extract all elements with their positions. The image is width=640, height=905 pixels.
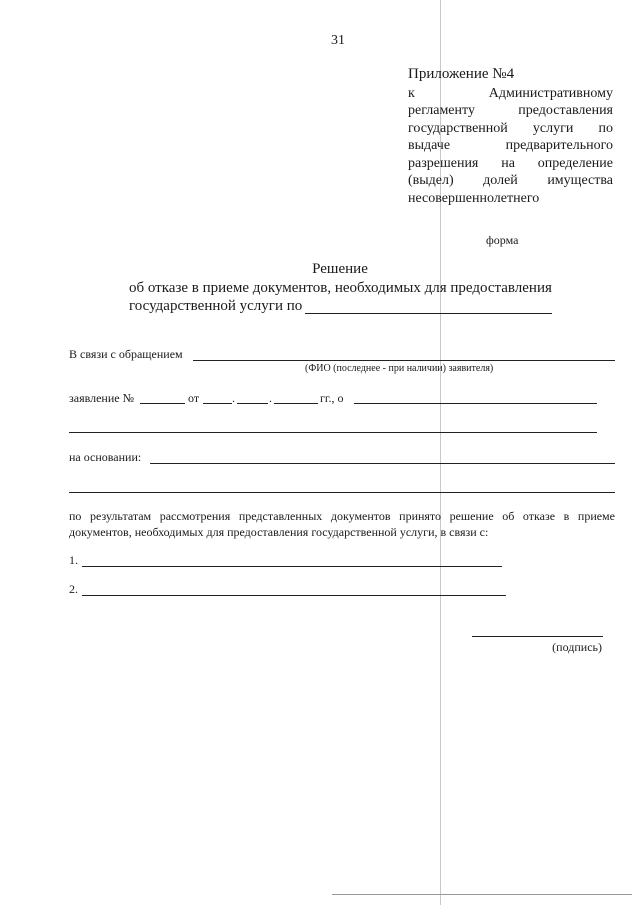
- signature-blank: [472, 636, 603, 637]
- paragraph-word: в: [563, 509, 570, 523]
- paragraph-word: рассмотрения: [159, 509, 231, 523]
- appendix-word: к: [408, 85, 415, 101]
- appendix-word: регламенту: [408, 103, 475, 118]
- appendix-word: услуги: [532, 120, 574, 136]
- paragraph-word: приеме: [577, 509, 615, 523]
- reason-2-label: 2.: [69, 582, 78, 596]
- appendix-word: разрешения: [408, 155, 479, 171]
- document-subtitle-line1: об отказе в приеме документов, необходимых для предоставления: [129, 280, 552, 296]
- fio-caption: (ФИО (последнее - при наличии) заявителя): [305, 363, 494, 374]
- paragraph-word: документов: [330, 509, 391, 523]
- page-number: 31: [331, 33, 345, 48]
- paragraph-line2: документов, необходимых для предоставления государственной услуги, в связи с:: [69, 525, 489, 539]
- reason-1-label: 1.: [69, 553, 78, 567]
- appendix-block: [408, 66, 613, 207]
- basis-continuation-blank: [69, 492, 615, 493]
- signature-caption: (подпись): [552, 640, 602, 654]
- appendix-line: [408, 102, 613, 120]
- paragraph-word: принято: [399, 509, 442, 523]
- statement-subject-blank: [354, 403, 597, 404]
- appendix-word: долей: [483, 173, 518, 188]
- appendix-line: [408, 85, 613, 103]
- service-name-blank: [305, 313, 552, 314]
- paragraph-word: результатам: [90, 509, 152, 523]
- appeal-label: В связи с обращением: [69, 347, 183, 361]
- paragraph-word: об: [502, 509, 515, 523]
- decision-paragraph: [69, 508, 615, 540]
- appendix-word: выдаче: [408, 138, 451, 153]
- appendix-word: предварительного: [505, 138, 613, 153]
- appendix-title: Приложение №4: [408, 66, 515, 82]
- date-dot-2: .: [269, 391, 272, 405]
- reason-2-blank: [82, 595, 506, 596]
- appendix-line: [408, 120, 613, 138]
- appendix-word: Административному: [488, 85, 613, 101]
- reason-1-blank: [82, 566, 502, 567]
- appendix-line: [408, 137, 613, 155]
- applicant-fio-blank: [193, 360, 615, 361]
- form-label: форма: [486, 233, 519, 247]
- basis-blank: [150, 463, 615, 464]
- appendix-line: [408, 172, 613, 190]
- date-year-blank: [274, 403, 318, 404]
- appendix-word: предоставления: [518, 103, 613, 118]
- document-subtitle-line2: государственной услуги по: [129, 298, 303, 314]
- date-month-blank: [237, 403, 268, 404]
- appendix-word: определение: [537, 155, 613, 171]
- appendix-word: государственной: [408, 120, 508, 136]
- paragraph-word: решение: [449, 509, 494, 523]
- appendix-word: по: [598, 120, 613, 136]
- statement-number-blank: [140, 403, 185, 404]
- appendix-last-line: несовершеннолетнего: [408, 190, 540, 206]
- basis-label: на основании:: [69, 450, 142, 464]
- from-label: от: [188, 391, 200, 405]
- document-title: Решение: [312, 261, 368, 277]
- paragraph-line1: [69, 508, 615, 524]
- appendix-word: на: [501, 155, 515, 171]
- paragraph-word: представленных: [238, 509, 323, 523]
- appendix-word: (выдел): [408, 173, 454, 188]
- appendix-word: имущества: [547, 173, 613, 188]
- date-day-blank: [203, 403, 232, 404]
- appendix-line: [408, 155, 613, 173]
- years-suffix: гг., о: [320, 391, 344, 405]
- statement-label: заявление №: [69, 391, 135, 405]
- date-dot-1: .: [232, 391, 235, 405]
- paragraph-word: по: [69, 509, 82, 523]
- paragraph-word: отказе: [522, 509, 556, 523]
- appendix-lines: [408, 85, 613, 190]
- scan-bottom-edge: [332, 894, 632, 895]
- statement-continuation-blank: [69, 432, 597, 433]
